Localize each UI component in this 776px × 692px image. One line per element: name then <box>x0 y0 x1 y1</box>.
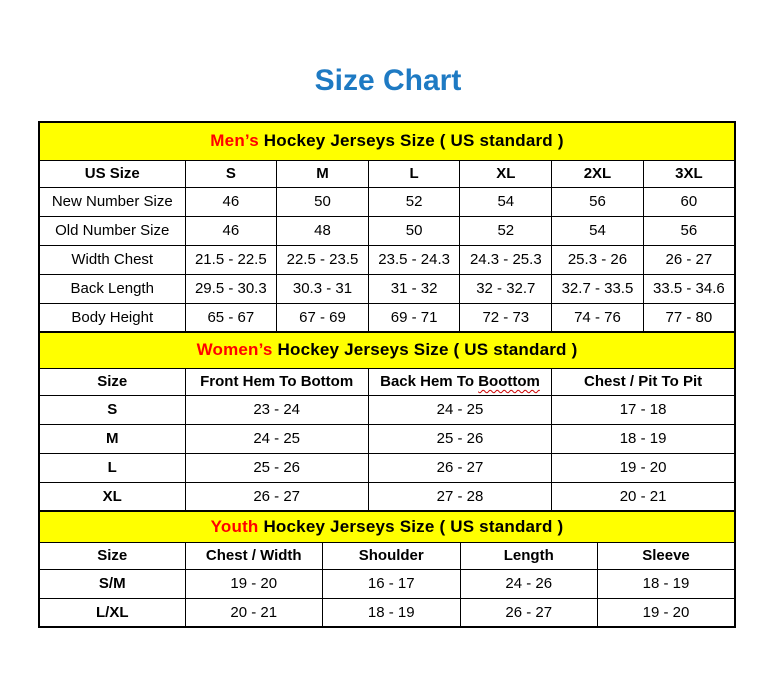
mens-row-label: Body Height <box>39 303 185 332</box>
womens-value-cell: 18 - 19 <box>552 424 735 453</box>
mens-value-cell: 54 <box>460 187 552 216</box>
youth-value-cell: 18 - 19 <box>598 569 736 598</box>
mens-value-cell: 48 <box>277 216 369 245</box>
youth-value-cell: 16 - 17 <box>323 569 461 598</box>
col-header-text: Back Hem To <box>380 373 479 390</box>
mens-table-row <box>39 274 735 303</box>
womens-value-cell: 25 - 26 <box>185 453 368 482</box>
mens-value-cell: 52 <box>368 187 460 216</box>
mens-banner-highlight: Men’s <box>210 131 259 151</box>
mens-col-header: L <box>368 160 460 187</box>
mens-col-header: XL <box>460 160 552 187</box>
mens-value-cell: 32 - 32.7 <box>460 274 552 303</box>
mens-value-cell: 46 <box>185 187 277 216</box>
womens-col-header <box>368 368 551 395</box>
womens-value-cell: 24 - 25 <box>368 395 551 424</box>
youth-banner <box>39 511 735 542</box>
mens-value-cell: 52 <box>460 216 552 245</box>
mens-value-cell: 33.5 - 34.6 <box>643 274 735 303</box>
youth-value-cell: 19 - 20 <box>598 598 736 627</box>
mens-value-cell: 22.5 - 23.5 <box>277 245 369 274</box>
youth-value-cell: 18 - 19 <box>323 598 461 627</box>
womens-col-header: Front Hem To Bottom <box>185 368 368 395</box>
mens-row-label: Old Number Size <box>39 216 185 245</box>
mens-value-cell: 56 <box>552 187 644 216</box>
womens-row-label: XL <box>39 482 185 511</box>
womens-value-cell: 20 - 21 <box>552 482 735 511</box>
youth-value-cell: 20 - 21 <box>185 598 323 627</box>
youth-table-row <box>39 598 735 627</box>
youth-banner-row <box>39 511 735 542</box>
womens-value-cell: 24 - 25 <box>185 424 368 453</box>
womens-header-row <box>39 368 735 395</box>
womens-table-row <box>39 453 735 482</box>
mens-value-cell: 24.3 - 25.3 <box>460 245 552 274</box>
mens-table-row <box>39 216 735 245</box>
mens-value-cell: 56 <box>643 216 735 245</box>
mens-col-header: 2XL <box>552 160 644 187</box>
youth-row-label: S/M <box>39 569 185 598</box>
womens-row-label: S <box>39 395 185 424</box>
mens-value-cell: 77 - 80 <box>643 303 735 332</box>
mens-banner <box>39 122 735 160</box>
youth-row-label: L/XL <box>39 598 185 627</box>
mens-value-cell: 54 <box>552 216 644 245</box>
mens-value-cell: 74 - 76 <box>552 303 644 332</box>
womens-col-header: Chest / Pit To Pit <box>552 368 735 395</box>
womens-value-cell: 25 - 26 <box>368 424 551 453</box>
page-title: Size Chart <box>314 64 462 97</box>
youth-col-header: Size <box>39 542 185 569</box>
youth-banner-highlight: Youth <box>210 516 259 536</box>
womens-value-cell: 26 - 27 <box>185 482 368 511</box>
mens-value-cell: 46 <box>185 216 277 245</box>
mens-banner-text: Hockey Jerseys Size ( US standard ) <box>258 131 564 151</box>
womens-banner-text: Hockey Jerseys Size ( US standard ) <box>272 340 578 360</box>
mens-header-row <box>39 160 735 187</box>
mens-value-cell: 65 - 67 <box>185 303 277 332</box>
mens-value-cell: 31 - 32 <box>368 274 460 303</box>
youth-value-cell: 26 - 27 <box>460 598 598 627</box>
mens-table-row <box>39 245 735 274</box>
mens-value-cell: 32.7 - 33.5 <box>552 274 644 303</box>
misspelled-word: Boottom <box>478 373 540 390</box>
womens-banner-row <box>39 332 735 368</box>
mens-value-cell: 72 - 73 <box>460 303 552 332</box>
mens-size-table <box>38 121 736 333</box>
womens-row-label: L <box>39 453 185 482</box>
womens-value-cell: 27 - 28 <box>368 482 551 511</box>
womens-value-cell: 17 - 18 <box>552 395 735 424</box>
womens-value-cell: 19 - 20 <box>552 453 735 482</box>
youth-banner-text: Hockey Jerseys Size ( US standard ) <box>258 516 564 536</box>
womens-col-header: Size <box>39 368 185 395</box>
youth-col-header: Shoulder <box>323 542 461 569</box>
womens-value-cell: 23 - 24 <box>185 395 368 424</box>
youth-header-row <box>39 542 735 569</box>
mens-table-row <box>39 303 735 332</box>
mens-value-cell: 67 - 69 <box>277 303 369 332</box>
mens-col-header: M <box>277 160 369 187</box>
mens-value-cell: 21.5 - 22.5 <box>185 245 277 274</box>
mens-banner-row <box>39 122 735 160</box>
mens-col-header: 3XL <box>643 160 735 187</box>
mens-row-label: New Number Size <box>39 187 185 216</box>
mens-value-cell: 50 <box>277 187 369 216</box>
youth-col-header: Sleeve <box>598 542 736 569</box>
mens-value-cell: 60 <box>643 187 735 216</box>
womens-row-label: M <box>39 424 185 453</box>
size-tables-container <box>38 121 736 628</box>
mens-value-cell: 50 <box>368 216 460 245</box>
mens-row-label: Width Chest <box>39 245 185 274</box>
youth-size-table <box>38 510 736 628</box>
mens-value-cell: 26 - 27 <box>643 245 735 274</box>
womens-size-table <box>38 331 736 512</box>
mens-col-header: S <box>185 160 277 187</box>
womens-table-row <box>39 424 735 453</box>
womens-banner <box>39 332 735 368</box>
youth-value-cell: 19 - 20 <box>185 569 323 598</box>
womens-table-row <box>39 482 735 511</box>
youth-table-row <box>39 569 735 598</box>
mens-row-label: Back Length <box>39 274 185 303</box>
mens-table-row <box>39 187 735 216</box>
mens-col-header: US Size <box>39 160 185 187</box>
youth-col-header: Length <box>460 542 598 569</box>
womens-banner-highlight: Women’s <box>196 340 273 360</box>
mens-value-cell: 29.5 - 30.3 <box>185 274 277 303</box>
womens-value-cell: 26 - 27 <box>368 453 551 482</box>
mens-value-cell: 30.3 - 31 <box>277 274 369 303</box>
mens-value-cell: 23.5 - 24.3 <box>368 245 460 274</box>
youth-value-cell: 24 - 26 <box>460 569 598 598</box>
youth-col-header: Chest / Width <box>185 542 323 569</box>
womens-table-row <box>39 395 735 424</box>
mens-value-cell: 69 - 71 <box>368 303 460 332</box>
mens-value-cell: 25.3 - 26 <box>552 245 644 274</box>
